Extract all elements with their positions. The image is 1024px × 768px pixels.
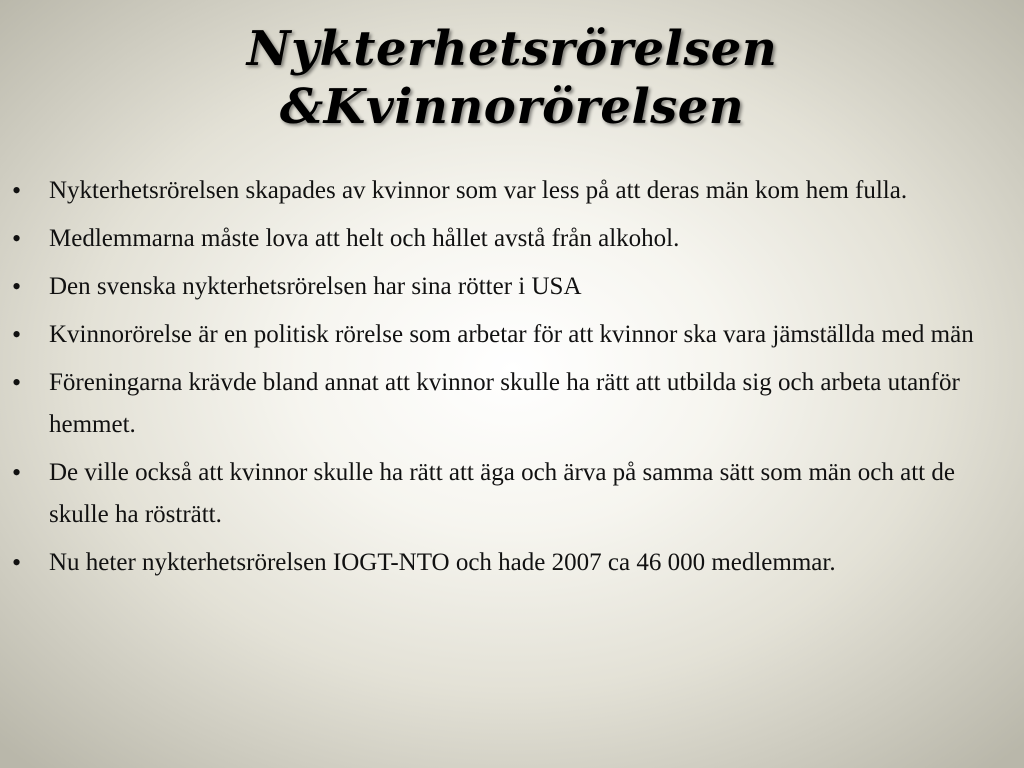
- bullet-point-icon: •: [12, 176, 22, 205]
- bullet-point-icon: •: [12, 458, 22, 487]
- bullet-text: Medlemmarna måste lova att helt och hållet avstå från alkohol.: [49, 225, 680, 252]
- bullet-text: Föreningarna krävde bland annat att kvinnor skulle ha rätt att utbilda sig och arbeta utanför hemmet.: [49, 369, 960, 438]
- bullet-text: De ville också att kvinnor skulle ha rätt att äga och ärva på samma sätt som män och att de skulle ha rösträtt.: [49, 459, 955, 528]
- bullet-item: [12, 452, 1016, 536]
- bullet-item: [12, 314, 1016, 356]
- bullet-item: [12, 170, 1016, 212]
- bullet-point-icon: •: [12, 548, 22, 577]
- slide-title: [0, 20, 1024, 136]
- bullet-text: Kvinnorörelse är en politisk rörelse som arbetar för att kvinnor ska vara jämställda med män: [49, 321, 974, 348]
- bullet-text: Nu heter nykterhetsrörelsen IOGT-NTO och hade 2007 ca 46 000 medlemmar.: [49, 549, 836, 576]
- title-line-2: &Kvinnorörelsen: [279, 79, 745, 135]
- bullet-point-icon: •: [12, 272, 22, 301]
- bullet-item: [12, 362, 1016, 446]
- bullet-text: Den svenska nykterhetsrörelsen har sina rötter i USA: [49, 273, 582, 300]
- bullet-item: [12, 542, 1016, 584]
- bullet-list: [12, 170, 1016, 590]
- bullet-point-icon: •: [12, 224, 22, 253]
- bullet-text: Nykterhetsrörelsen skapades av kvinnor som var less på att deras män kom hem fulla.: [49, 177, 908, 204]
- bullet-item: [12, 218, 1016, 260]
- bullet-point-icon: •: [12, 320, 22, 349]
- bullet-item: [12, 266, 1016, 308]
- bullet-point-icon: •: [12, 368, 22, 397]
- title-line-1: Nykterhetsrörelsen: [246, 21, 778, 77]
